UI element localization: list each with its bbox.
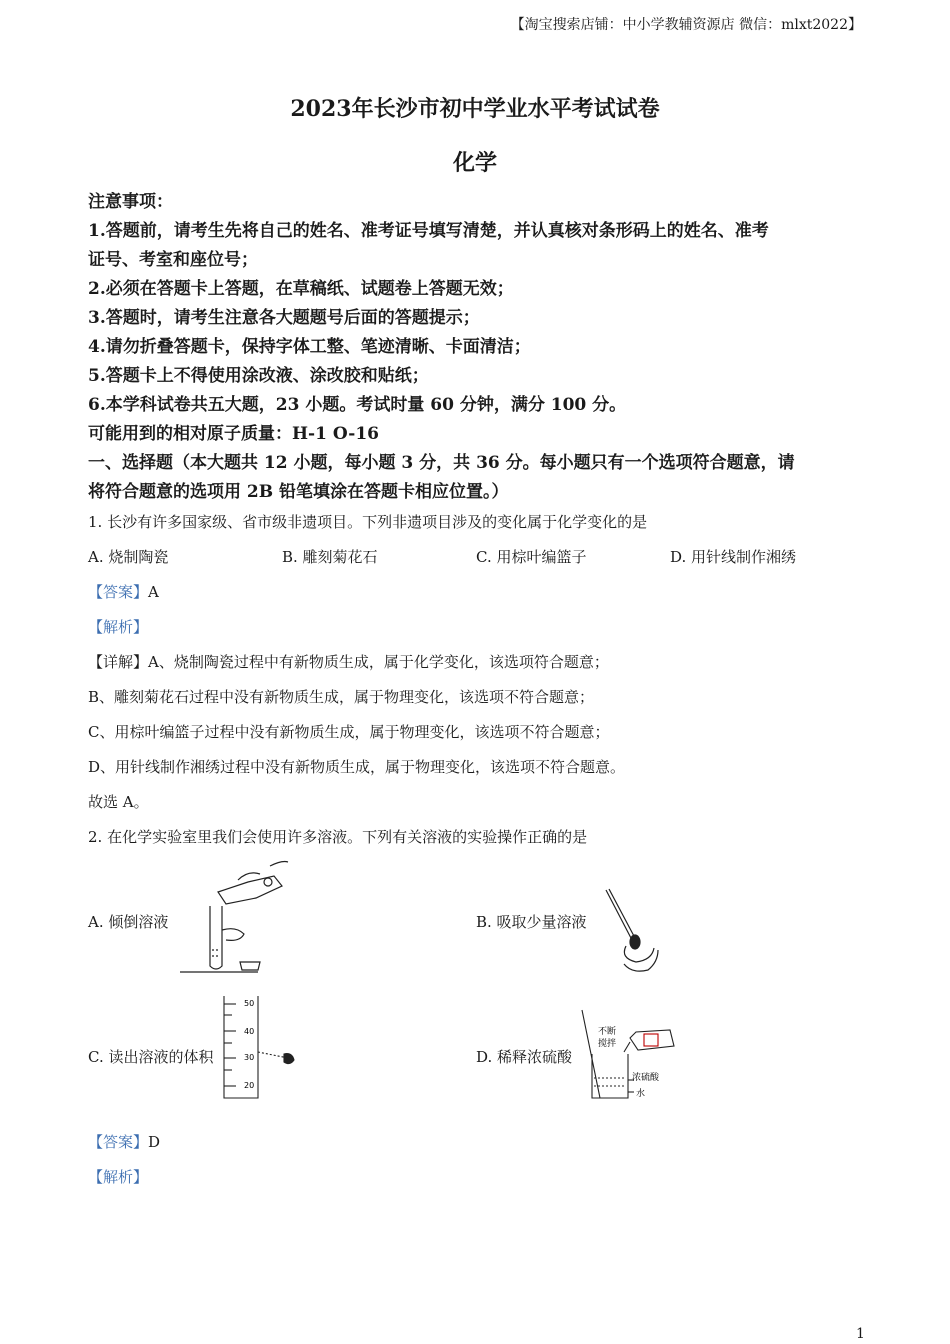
acid-label: 浓硫酸 — [632, 1073, 660, 1083]
notice-item-4: 4.请勿折叠答题卡，保持字体工整、笔迹清晰、卡面清洁； — [88, 337, 531, 357]
q1-detail-a-line — [88, 651, 609, 672]
q2-option-b: B. 吸取少量溶液 — [476, 913, 587, 931]
q1-answer-label: 【答案】 — [88, 583, 149, 601]
q2-analysis-label: 【解析】 — [88, 1168, 149, 1186]
q2-option-c: C. 读出溶液的体积 — [88, 1048, 214, 1066]
cylinder-tick-20: 20 — [244, 1081, 255, 1090]
header-shop-note: 【淘宝搜索店铺：中小学教辅资源店 微信：mlxt2022】 — [510, 17, 862, 33]
q2-option-d: D. 稀释浓硫酸 — [476, 1048, 573, 1066]
q2-answer-line — [88, 1131, 160, 1152]
notice-item-1b: 证号、考室和座位号； — [88, 250, 258, 270]
q2-option-a: A. 倾倒溶液 — [88, 913, 169, 931]
section-1-line-2: 将符合题意的选项用 2B 铅笔填涂在答题卡相应位置。） — [88, 482, 509, 502]
q2-answer-label: 【答案】 — [88, 1133, 149, 1151]
q1-answer-line — [88, 581, 159, 602]
pouring-figure — [178, 858, 290, 978]
notice-heading: 注意事项： — [88, 192, 173, 212]
notice-item-3: 3.答题时，请考生注意各大题题号后面的答题提示； — [88, 308, 480, 328]
subject-title: 化学 — [452, 150, 497, 176]
q1-stem: 1. 长沙有许多国家级、省市级非遗项目。下列非遗项目涉及的变化属于化学变化的是 — [88, 513, 648, 531]
cylinder-tick-30: 30 — [244, 1053, 255, 1062]
dilution-figure — [578, 1008, 690, 1104]
q1-analysis-label: 【解析】 — [88, 618, 149, 636]
atomic-mass: 可能用到的相对原子质量：H-1 O-16 — [88, 424, 380, 444]
q1-answer: A — [148, 583, 159, 601]
cylinder-figure — [218, 994, 298, 1102]
stir-label-1: 不断 — [598, 1027, 617, 1037]
q2-answer: D — [148, 1133, 161, 1151]
q1-detail-a: A、烧制陶瓷过程中有新物质生成，属于化学变化，该选项符合题意； — [148, 653, 609, 671]
dropper-figure — [592, 886, 662, 978]
exam-title: 2023年长沙市初中学业水平考试试卷 — [290, 96, 660, 122]
q1-detail-label: 【详解】 — [88, 653, 149, 671]
notice-item-2: 2.必须在答题卡上答题，在草稿纸、试题卷上答题无效； — [88, 279, 514, 299]
cylinder-tick-50: 50 — [244, 999, 255, 1008]
q1-detail-c: C、用棕叶编篮子过程中没有新物质生成，属于物理变化，该选项不符合题意； — [88, 723, 610, 741]
q1-option-b: B. 雕刻菊花石 — [282, 548, 378, 566]
q1-option-a: A. 烧制陶瓷 — [88, 548, 169, 566]
page-number: 1 — [856, 1326, 865, 1342]
water-label: 水 — [636, 1089, 646, 1099]
notice-item-6: 6.本学科试卷共五大题，23 小题。考试时量 60 分钟，满分 100 分。 — [88, 395, 627, 415]
notice-item-1a: 1.答题前，请考生先将自己的姓名、准考证号填写清楚，并认真核对条形码上的姓名、准考 — [88, 221, 769, 241]
q1-detail-d: D、用针线制作湘绣过程中没有新物质生成，属于物理变化，该选项不符合题意。 — [88, 758, 626, 776]
q1-option-d: D. 用针线制作湘绣 — [670, 548, 797, 566]
q1-detail-b: B、雕刻菊花石过程中没有新物质生成，属于物理变化，该选项不符合题意； — [88, 688, 595, 706]
q2-stem: 2. 在化学实验室里我们会使用许多溶液。下列有关溶液的实验操作正确的是 — [88, 828, 588, 846]
q1-option-c: C. 用棕叶编篮子 — [476, 548, 587, 566]
notice-item-5: 5.答题卡上不得使用涂改液、涂改胶和贴纸； — [88, 366, 429, 386]
section-1-line-1: 一、选择题（本大题共 12 小题，每小题 3 分，共 36 分。每小题只有一个选项符合题意，请 — [88, 453, 795, 473]
stir-label-2: 搅拌 — [598, 1039, 617, 1049]
q1-conclusion: 故选 A。 — [88, 793, 149, 811]
cylinder-tick-40: 40 — [244, 1027, 255, 1036]
